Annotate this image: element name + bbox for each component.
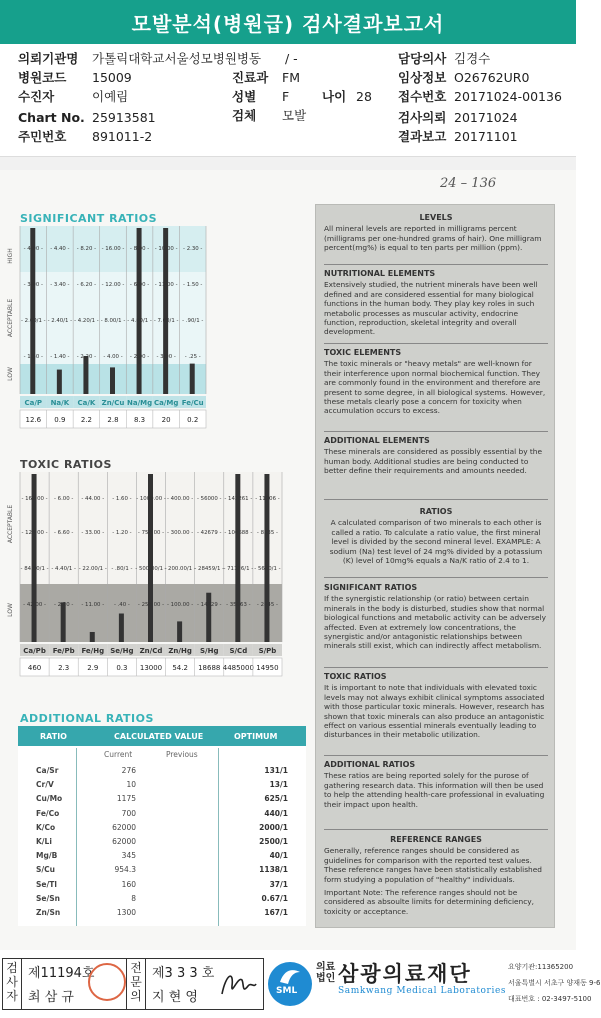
tick-label: - 1.40 - [50,354,70,360]
table-row [18,851,306,865]
table-row [18,894,306,908]
toxic-section [324,348,548,416]
field-label: 접수번호 [398,89,447,104]
tick-label: - 400.00 - [167,496,194,502]
tick-label: - 8535 - [256,530,278,536]
tick-label: - 56000 - [196,496,222,502]
result-value: 2.2 [80,416,92,424]
tick-label: - 126.00 - [21,530,48,536]
result-value: 13000 [139,664,163,672]
tick-label: - 4.20/1 - [74,318,99,324]
tick-label: - 1.50 - [183,282,203,288]
tick-label: - 4.00/1 - [127,318,152,324]
field-value: 가톨릭대학교서울성모병원병동 [92,51,262,66]
ratio-cell: K/Co [36,822,56,832]
ratios-text: A calculated comparison of two minerals to each other is called a ratio. To calculate a ratio value, the first mineral level is divided by the second mineral level. EXAMPLE: A sodium (Na) test level of 24 mg% divided by a potassium (K) level of 10mg% equals a Na/K ratio of 2.4 to 1. [329,518,543,566]
field-label: 검체 [232,108,257,123]
field-value: / - [285,51,298,66]
additional-text: These minerals are considered as possibly essential by the human body. Additional studies are being conducted to better define their requirements and amounts needed. [324,447,543,476]
examiner-label: 검사자 [6,961,18,1003]
divider [324,343,548,344]
tick-label: - 42679 - [196,530,222,536]
field-value: 20171024 [454,110,518,125]
table-row [18,809,306,823]
optimum-cell: 167/1 [264,908,288,917]
table-row [18,880,306,894]
current-cell: 954.3 [114,865,136,875]
specialist-label: 전문의 [130,961,142,1003]
nutritional-section [324,269,548,337]
result-bar [177,621,182,642]
column-label: Na/K [50,399,70,407]
divider [324,499,548,500]
additional-ratios-title: ADDITIONAL RATIOS [20,712,154,725]
ratios-section [324,507,548,565]
tick-label: - 4.00 - [103,354,123,360]
logo-mark-icon [278,966,302,986]
field-label: 성별 [232,89,257,104]
table-row [18,908,306,922]
optimum-cell: 2500/1 [259,837,288,846]
result-bar [90,632,95,642]
explanation-panel [315,204,555,928]
tick-label: - 1000.00 - [136,496,166,502]
optimum-cell: 40/1 [269,851,288,861]
examiner-name: 최 삼 규 [28,990,74,1005]
significant-title: SIGNIFICANT RATIOS [324,583,418,592]
tick-label: - 2.00 - [129,354,150,360]
logo-text: SML [276,986,298,996]
header-previous: Previous [166,750,198,759]
divider [324,577,548,578]
tick-label: - 42.00 - [23,602,46,608]
result-value: 2.3 [58,664,70,672]
divider [324,667,548,668]
tick-label: - 10.00 - [154,246,178,252]
ratio-cell: Cr/V [36,780,54,790]
tick-label: - 250.00 - [137,602,165,608]
institution-english: Samkwang Medical Laboratories [338,986,507,996]
significant-text: If the synergistic relationship (or ratio) between certain minerals in the body is disturbed, studies show that normal biological functions and metabolic activity can be adversely affected. Even at extremely low concentrations, the synergistic and/or antagonistic relationships between minerals still exist, which can indirectly affect metabolism. [324,594,546,651]
examiner-seal-icon [88,963,126,1001]
tick-label: - 1.50 - [23,354,43,360]
current-cell: 62000 [112,822,136,832]
range-label: LOW [7,367,14,381]
tick-label: - 6.20 - [76,282,97,288]
column-label: Fe/Cu [181,399,204,407]
tick-label: - 84.00/1 - [20,566,49,572]
tick-label: - 8.00/1 - [100,318,126,324]
ratio-cell: Mg/B [36,851,58,861]
field-value: FM [282,70,300,85]
header-current: Current [104,750,133,759]
tick-label: - 6.60 - [54,530,74,536]
tick-label: - 11306 - [255,496,280,502]
additional-elements-section [324,436,548,476]
column-label: Ca/Pb [23,647,46,655]
field-label: 주민번호 [18,129,67,144]
result-bar [83,356,88,394]
additional-ratios-section [324,760,548,809]
ratios-title: RATIOS [419,507,453,516]
column-label: S/Hg [199,647,219,655]
column-label: Ca/Mg [153,399,179,407]
result-value: 18688 [198,664,221,672]
levels-text: All mineral levels are reported in milligrams percent (milligrams per one-hundred grams of hair). One milligram percent(mg%) is equal to ten parts per million (ppm). [324,224,542,253]
header-optimum: OPTIMUM [234,732,278,741]
additional-title: ADDITIONAL ELEMENTS [324,436,430,445]
divider [324,829,548,830]
column-label: Zn/Hg [168,647,192,655]
tick-label: - 2.20 - [76,354,97,360]
column-label: Ca/P [24,399,43,407]
tick-label: - 14229 - [196,602,222,608]
field-label: 나이 [322,89,347,104]
result-bar [61,602,66,642]
tick-label: - 4.00 - [23,246,43,252]
result-value: 0.9 [54,416,66,424]
field-label: 수진자 [18,89,55,104]
optimum-cell: 1138/1 [259,865,288,875]
tick-label: - 44.00 - [81,496,105,502]
result-value: 2.9 [87,664,99,672]
optimum-cell: 2000/1 [259,822,288,832]
field-label: 결과보고 [398,129,447,144]
tick-label: - 12.00 - [101,282,125,288]
ratio-cell: S/Cu [36,865,55,875]
column-label: Fe/Hg [81,647,105,655]
column-label: Zn/Cu [101,399,125,407]
column-label: Se/Hg [110,647,134,655]
tick-label: - 142261 - [224,496,253,502]
specialist-name: 지 현 영 [152,990,198,1005]
toxic-text: The toxic minerals or "heavy metals" are well-known for their interference upon normal biochemical function. They are commonly found in the environment and therefore are present to some degree, in all biological systems. However, these metals clearly pose a concern for toxicity when accumulation occurs to excess. [324,359,546,416]
tick-label: - 3.00 - [156,354,176,360]
table-header [18,726,306,746]
result-value: 460 [27,664,42,672]
column-label: Zn/Cd [139,647,163,655]
toxicratios-text: It is important to note that individuals with elevated toxic levels may not always exhibit clinical symptoms associated with those particular toxic minerals. However, research has shown that toxic minerals can also produce an antagonistic effect on various essential minerals eventually leading to disturbances in their metabolic utilization. [324,683,545,740]
result-bar [190,364,195,394]
result-value: 8.3 [134,416,146,424]
institution-address: 서울특별시 서초구 양재동 9-6 [508,979,601,987]
tick-label: - .90/1 - [182,318,204,324]
header-ratio: RATIO [40,732,67,741]
tick-label: - 2.20 - [54,602,74,608]
current-cell: 10 [126,780,136,790]
toxic-title: TOXIC ELEMENTS [324,348,402,357]
divider [324,755,548,756]
toxic-ratios-section [324,672,548,740]
tick-label: - 2.40/1 - [47,318,73,324]
current-cell: 1175 [116,794,136,804]
result-bar [206,593,211,642]
section-divider [0,156,576,170]
result-value: 12.6 [25,416,42,424]
field-value: 25913581 [92,110,156,125]
field-value: 김경수 [454,51,491,66]
result-bar [137,228,142,394]
divider [324,264,548,265]
field-label: 병원코드 [18,70,67,85]
tick-label: - 35563 - [226,602,251,608]
additional-ratios-table [18,726,306,926]
field-value: 20171101 [454,129,518,144]
result-bar [110,367,115,394]
tick-label: - 71126/1 - [223,566,254,572]
current-cell: 345 [121,851,136,861]
optimum-cell: 13/1 [269,780,288,790]
result-value: 54.2 [172,664,188,672]
table-row [18,837,306,851]
field-label: 의뢰기관명 [18,51,79,66]
tick-label: - 28459/1 - [194,566,225,572]
reference-text: Generally, reference ranges should be considered as guidelines for comparison with the reported test values. These reference ranges have been statistically established form studying a population of "healthy" individuals. [324,846,542,884]
current-cell: 62000 [112,837,136,846]
range-label: ACCEPTABLE [7,504,14,544]
column-label: S/Pb [258,647,277,655]
tick-label: - 7.00/1 - [153,318,179,324]
current-cell: 700 [121,808,136,818]
tick-label: - 8.20 - [76,246,97,252]
tick-label: - 4.40/1 - [51,566,76,572]
tick-label: - 2.00/1 - [20,318,46,324]
result-bar [119,614,124,643]
tick-label: - 16.00 - [101,246,125,252]
field-value: 28 [356,89,372,104]
table-row [18,823,306,837]
result-value: 0.2 [187,416,199,424]
field-label: 진료과 [232,70,269,85]
field-label: 검사의뢰 [398,110,447,125]
nutritional-title: NUTRITIONAL ELEMENTS [324,269,436,278]
field-value: O26762UR0 [454,70,530,85]
optimum-cell: 37/1 [269,879,288,889]
current-cell: 1300 [116,908,136,917]
ratio-cell: Se/Tl [36,879,57,889]
specialist-no: 제3 3 3 호 [152,966,215,981]
examiner-no: 제11194호 [28,966,95,981]
ratio-cell: Cu/Mo [36,794,63,804]
result-value: 4485000 [222,664,254,672]
result-value: 0.3 [116,664,128,672]
table-row [18,780,306,794]
tick-label: - 1.60 - [112,496,132,502]
current-cell: 8 [131,893,136,903]
result-value: 20 [161,416,171,424]
institution-code: 요양기관:11365200 [508,963,574,971]
significant-ratios-title: SIGNIFICANT RATIOS [20,212,158,225]
addratios-title: ADDITIONAL RATIOS [324,760,416,769]
ratio-cell: Zn/Sn [36,908,61,917]
result-bar [57,370,62,394]
tick-label: - 750.00 - [137,530,165,536]
column-label: Ca/K [77,399,96,407]
tick-label: - 3.40 - [50,282,70,288]
tick-label: - 2845 - [256,602,278,608]
toxic-ratios-title: TOXIC RATIOS [20,458,112,471]
tick-label: - 300.00 - [167,530,194,536]
tick-label: - 106688 - [224,530,253,536]
field-value: 15009 [92,70,132,85]
optimum-cell: 440/1 [264,808,288,818]
addratios-text: These ratios are being reported solely for the purose of gathering research data. This information will then be used to help the attending health-care professional in evaluating their impact upon health. [324,771,545,809]
tick-label: - .80/1 - [111,566,133,572]
result-value: 14950 [256,664,279,672]
toxicratios-title: TOXIC RATIOS [324,672,387,681]
tick-label: - 2.30 - [183,246,203,252]
reference-title: REFERENCE RANGES [390,835,482,844]
ratio-cell: Se/Sn [36,893,60,903]
tick-label: - 4.40 - [50,246,70,252]
result-bar [163,228,168,394]
optimum-cell: 625/1 [264,794,288,804]
ratio-cell: Ca/Sr [36,766,59,775]
column-label: Na/Mg [127,399,153,407]
field-label: 임상정보 [398,70,447,85]
tick-label: - 1.20 - [112,530,132,536]
field-label: Chart No. [18,110,85,125]
table-row [18,794,306,808]
column-label: Fe/Pb [52,647,75,655]
levels-title: LEVELS [419,213,453,222]
table-row [18,865,306,879]
levels-section [324,213,548,253]
header-calculated: CALCULATED VALUE [114,732,204,741]
ratio-cell: K/Li [36,837,52,846]
range-label: HIGH [7,248,14,264]
report-title: 모발분석(병원급) 검사결과보고서 [0,0,576,44]
tick-label: - 33.00 - [81,530,105,536]
field-value: F [282,89,290,104]
field-value: 이예림 [92,89,129,104]
tick-label: - 200.00/1 - [164,566,196,572]
inst-prefix: 의료법인 [316,962,336,984]
toxic-ratios-chart [0,468,310,690]
current-cell: 276 [121,766,136,775]
field-label: 담당의사 [398,51,447,66]
reference-section [324,835,548,916]
tick-label: - 11.00 - [154,282,178,288]
important-note: Important Note: The reference ranges should not be considered as absoulte limits for determining deficiency, toxicity or acceptance. [324,888,535,916]
tick-label: - 8.00 - [129,246,150,252]
field-value: 20171024-00136 [454,89,562,104]
significant-ratios-chart [0,222,300,434]
handwritten-note: 24 – 136 [440,176,497,191]
optimum-cell: 0.67/1 [261,893,288,903]
institution-phone: 대표번호 : 02-3497-5100 [508,995,592,1003]
signature-icon [218,966,258,1002]
tick-label: - 6.00 - [129,282,150,288]
tick-label: - 168.00 - [21,496,48,502]
tick-label: - 3.00 - [23,282,43,288]
ratio-cell: Fe/Co [36,808,60,818]
institution-name: 삼광의료재단 [338,962,472,986]
tick-label: - 5690/1 - [254,566,281,572]
optimum-cell: 131/1 [264,766,288,775]
divider [324,431,548,432]
range-label: ACCEPTABLE [7,298,14,338]
field-value: 891011-2 [92,129,153,144]
tick-label: - 22.00/1 - [78,566,107,572]
significant-section [324,583,548,651]
field-value: 모발 [282,108,307,123]
tick-label: - 100.00 - [167,602,194,608]
range-label: LOW [7,603,14,617]
tick-label: - 11.00 - [81,602,105,608]
sml-logo-icon [268,962,312,1006]
tick-label: - .40 - [113,602,130,608]
tick-label: - 6.00 - [54,496,74,502]
column-label: S/Cd [229,647,248,655]
table-row [18,766,306,780]
tick-label: - .25 - [184,354,201,360]
result-bar [30,228,35,394]
current-cell: 160 [121,879,136,889]
tick-label: - 500.00/1 - [135,566,167,572]
patient-header [0,50,576,146]
result-value: 2.8 [107,416,119,424]
nutritional-text: Extensively studied, the nutrient minerals have been well defined and are considered essential for many biological functions in the human body. They play key roles in such metabolic processes as muscular activity, endocrine function, reproduction, skeletal integrity and overall development. [324,280,538,337]
